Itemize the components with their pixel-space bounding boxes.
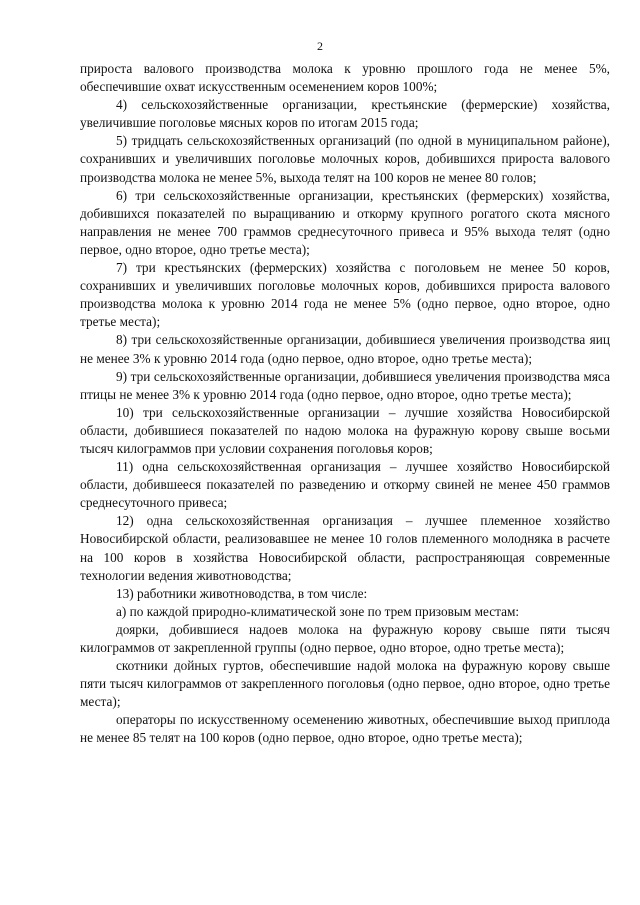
sub-item-insemination-operators: операторы по искусственному осеменению животных, обеспечившие выход приплода не менее 85 телят на 100 коров (одно первое, одно второе, одно третье места); [80, 712, 610, 746]
page-number: 2 [317, 39, 323, 53]
list-item-5: 5) тридцать сельскохозяйственных организаций (по одной в муниципальном районе), сохранивших и увеличивших поголовье молочных коров, добившихся прироста валового производства молока не менее 5%, выхода телят на 100 коров не менее 80 голов; [80, 133, 610, 185]
list-item-6: 6) три сельскохозяйственные организации, крестьянских (фермерских) хозяйства, добившихся показателей по выращиванию и откорму крупного рогатого скота мясного направления не менее 700 граммов среднесуточного привеса и 95% выхода телят (одно первое, одно второе, одно третье места); [80, 187, 610, 257]
list-item-4: 4) сельскохозяйственные организации, крестьянские (фермерские) хозяйства, увеличившие поголовье мясных коров по итогам 2015 года; [80, 97, 610, 131]
list-item-10: 10) три сельскохозяйственные организации – лучшие хозяйства Новосибирской области, добившиеся показателей по надою молока на фуражную корову свыше восьми тысяч килограммов при условии сохранения поголовья коров; [80, 404, 610, 456]
sub-item-milkmaids: доярки, добившиеся надоев молока на фуражную корову свыше пяти тысяч килограммов от закрепленной группы (одно первое, одно второе, одно третье места); [80, 621, 610, 655]
list-item-9: 9) три сельскохозяйственные организации, добившиеся увеличения производства мяса птицы не менее 3% к уровню 2014 года (одно первое, одно второе, одно третье места); [80, 368, 610, 402]
sub-item-a: а) по каждой природно-климатической зоне по трем призовым местам: [116, 603, 520, 619]
paragraph-continuation: прироста валового производства молока к уровню прошлого года не менее 5%, обеспечившие охват искусственным осеменением коров 100%; [80, 61, 610, 95]
list-item-11: 11) одна сельскохозяйственная организация – лучшее хозяйство Новосибирской области, добившееся показателей по разведению и откорму свиней не менее 450 граммов среднесуточного привеса; [80, 459, 610, 511]
document-body [80, 60, 610, 748]
list-item-7: 7) три крестьянских (фермерских) хозяйства с поголовьем не менее 50 коров, сохранивших и увеличивших поголовье молочных коров, добившихся прироста валового производства молока к уровню 2014 года не менее 5% (одно первое, одно второе, одно третье места); [80, 260, 610, 330]
list-item-13: 13) работники животноводства, в том числе: [116, 585, 368, 601]
list-item-8: 8) три сельскохозяйственные организации, добившиеся увеличения производства яиц не менее 3% к уровню 2014 года (одно первое, одно второе, одно третье места); [80, 332, 610, 366]
list-item-12: 12) одна сельскохозяйственная организация – лучшее племенное хозяйство Новосибирской области, реализовавшее не менее 10 голов племенного молодняка в расчете на 100 коров в хозяйства Новосибирской области, распространяющая современные технологии ведения животноводства; [80, 513, 610, 583]
sub-item-herdsmen: скотники дойных гуртов, обеспечившие надой молока на фуражную корову свыше пяти тысяч килограммов от закрепленного поголовья (одно первое, одно второе, одно третье места); [80, 658, 610, 710]
